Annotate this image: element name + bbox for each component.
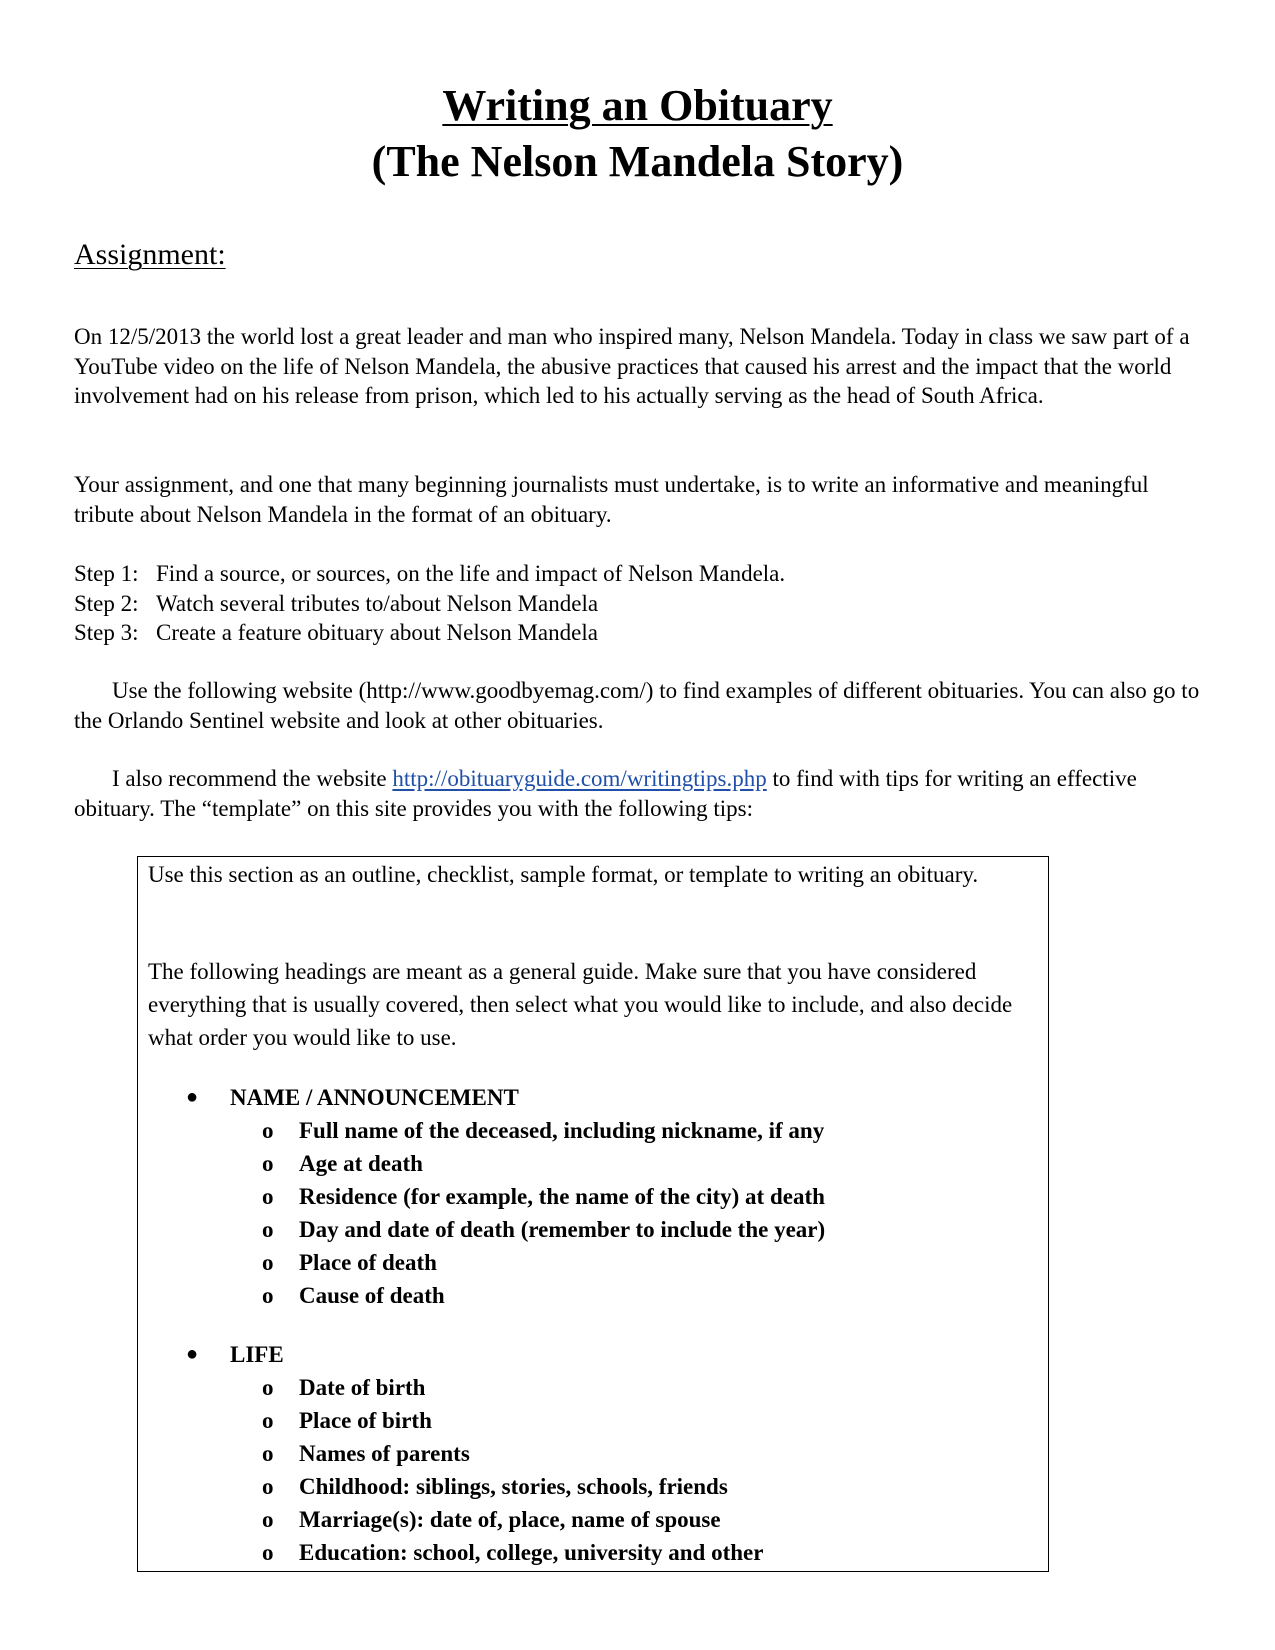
step-row bbox=[74, 559, 1204, 589]
list-item-text: Place of birth bbox=[299, 1408, 432, 1433]
section-title: LIFE bbox=[230, 1342, 284, 1367]
step-row bbox=[74, 618, 1204, 648]
list-item bbox=[138, 1114, 1038, 1147]
sub-bullet-icon: o bbox=[262, 1474, 274, 1499]
recommend-paragraph bbox=[74, 764, 1204, 823]
sub-bullet-icon: o bbox=[262, 1540, 274, 1565]
sub-bullet-icon: o bbox=[262, 1408, 274, 1433]
list-item-text: Childhood: siblings, stories, schools, friends bbox=[299, 1474, 728, 1499]
section-title: NAME / ANNOUNCEMENT bbox=[230, 1085, 519, 1110]
title-subtitle: (The Nelson Mandela Story) bbox=[371, 137, 904, 186]
list-item-text: Full name of the deceased, including nickname, if any bbox=[299, 1118, 825, 1143]
title-main: Writing an Obituary bbox=[442, 81, 833, 130]
obituary-guide-link[interactable]: http://obituaryguide.com/writingtips.php bbox=[392, 766, 767, 791]
list-item-text: Cause of death bbox=[299, 1283, 445, 1308]
list-item bbox=[138, 1279, 1038, 1312]
step-row bbox=[74, 589, 1204, 619]
tips-box bbox=[137, 856, 1049, 1572]
step-text: Find a source, or sources, on the life and impact of Nelson Mandela. bbox=[156, 561, 786, 586]
step-text: Watch several tributes to/about Nelson Mandela bbox=[156, 590, 599, 616]
sub-bullet-icon: o bbox=[262, 1250, 274, 1275]
bullet-icon: ● bbox=[186, 1086, 199, 1108]
list-item bbox=[138, 1404, 1038, 1437]
list-item-text: Place of death bbox=[299, 1250, 437, 1275]
section-name-announcement bbox=[138, 1081, 1038, 1312]
website-examples-text: Use the following website (http://www.goodbyemag.com/) to find examples of different obituaries. You can also go to the Orlando Sentinel website and look at other obituaries. bbox=[74, 678, 1200, 733]
list-item-text: Residence (for example, the name of the city) at death bbox=[299, 1184, 825, 1209]
sub-bullet-icon: o bbox=[262, 1217, 274, 1242]
step-text: Create a feature obituary about Nelson Mandela bbox=[156, 620, 598, 645]
list-item-text: Age at death bbox=[299, 1151, 423, 1176]
list-item bbox=[138, 1470, 1038, 1503]
list-item bbox=[138, 1437, 1038, 1470]
step-label: Step 1: bbox=[74, 561, 139, 586]
list-item-text: Date of birth bbox=[299, 1375, 426, 1400]
list-item bbox=[138, 1246, 1038, 1279]
assignment-paragraph: Your assignment, and one that many beginning journalists must undertake, is to write an informative and meaningful tribute about Nelson Mandela in the format of an obituary. bbox=[74, 472, 1149, 527]
list-item bbox=[138, 1213, 1038, 1246]
intro-paragraph: On 12/5/2013 the world lost a great leader and man who inspired many, Nelson Mandela. Today in class we saw part of a YouTube video on the life of Nelson Mandela, the abusive practices that caused his arrest and the impact that the world involvement had on his release from prison, which led to his actually serving as the head of South Africa. bbox=[74, 324, 1190, 408]
section-life bbox=[138, 1338, 1038, 1569]
list-item-text: Marriage(s): date of, place, name of spouse bbox=[299, 1507, 721, 1532]
list-item bbox=[138, 1536, 1038, 1569]
step-label: Step 2: bbox=[74, 590, 139, 616]
section-heading bbox=[138, 1338, 1038, 1371]
list-item bbox=[138, 1503, 1038, 1536]
bullet-icon: ● bbox=[186, 1343, 199, 1365]
list-item bbox=[138, 1147, 1038, 1180]
section-heading bbox=[138, 1081, 1038, 1114]
list-item bbox=[138, 1180, 1038, 1213]
sub-bullet-icon: o bbox=[262, 1375, 274, 1400]
sub-bullet-icon: o bbox=[262, 1151, 274, 1176]
list-item-text: Day and date of death (remember to include the year) bbox=[299, 1217, 826, 1242]
sub-bullet-icon: o bbox=[262, 1283, 274, 1308]
sub-bullet-icon: o bbox=[262, 1441, 274, 1466]
document-title bbox=[0, 78, 1275, 190]
recommend-text-before: I also recommend the website bbox=[112, 766, 393, 791]
list-item bbox=[138, 1371, 1038, 1404]
sub-bullet-icon: o bbox=[262, 1184, 274, 1209]
sub-bullet-icon: o bbox=[262, 1118, 274, 1143]
sub-bullet-icon: o bbox=[262, 1507, 274, 1532]
tips-intro: Use this section as an outline, checklist, sample format, or template to writing an obituary. bbox=[148, 862, 979, 887]
website-examples-paragraph bbox=[74, 676, 1204, 735]
steps-list bbox=[74, 559, 1204, 648]
list-item-text: Names of parents bbox=[299, 1441, 470, 1466]
tips-guide: The following headings are meant as a general guide. Make sure that you have considered everything that is usually covered, then select what you would like to include, and also decide what order you would like to use. bbox=[148, 959, 1013, 1050]
assignment-heading: Assignment: bbox=[74, 238, 226, 271]
step-label: Step 3: bbox=[74, 620, 139, 645]
recommend-text-after: to find with tips for writing an effective obituary. The “template” on this site provides you with the following tips: bbox=[74, 766, 1137, 821]
list-item-text: Education: school, college, university and other bbox=[299, 1540, 764, 1565]
